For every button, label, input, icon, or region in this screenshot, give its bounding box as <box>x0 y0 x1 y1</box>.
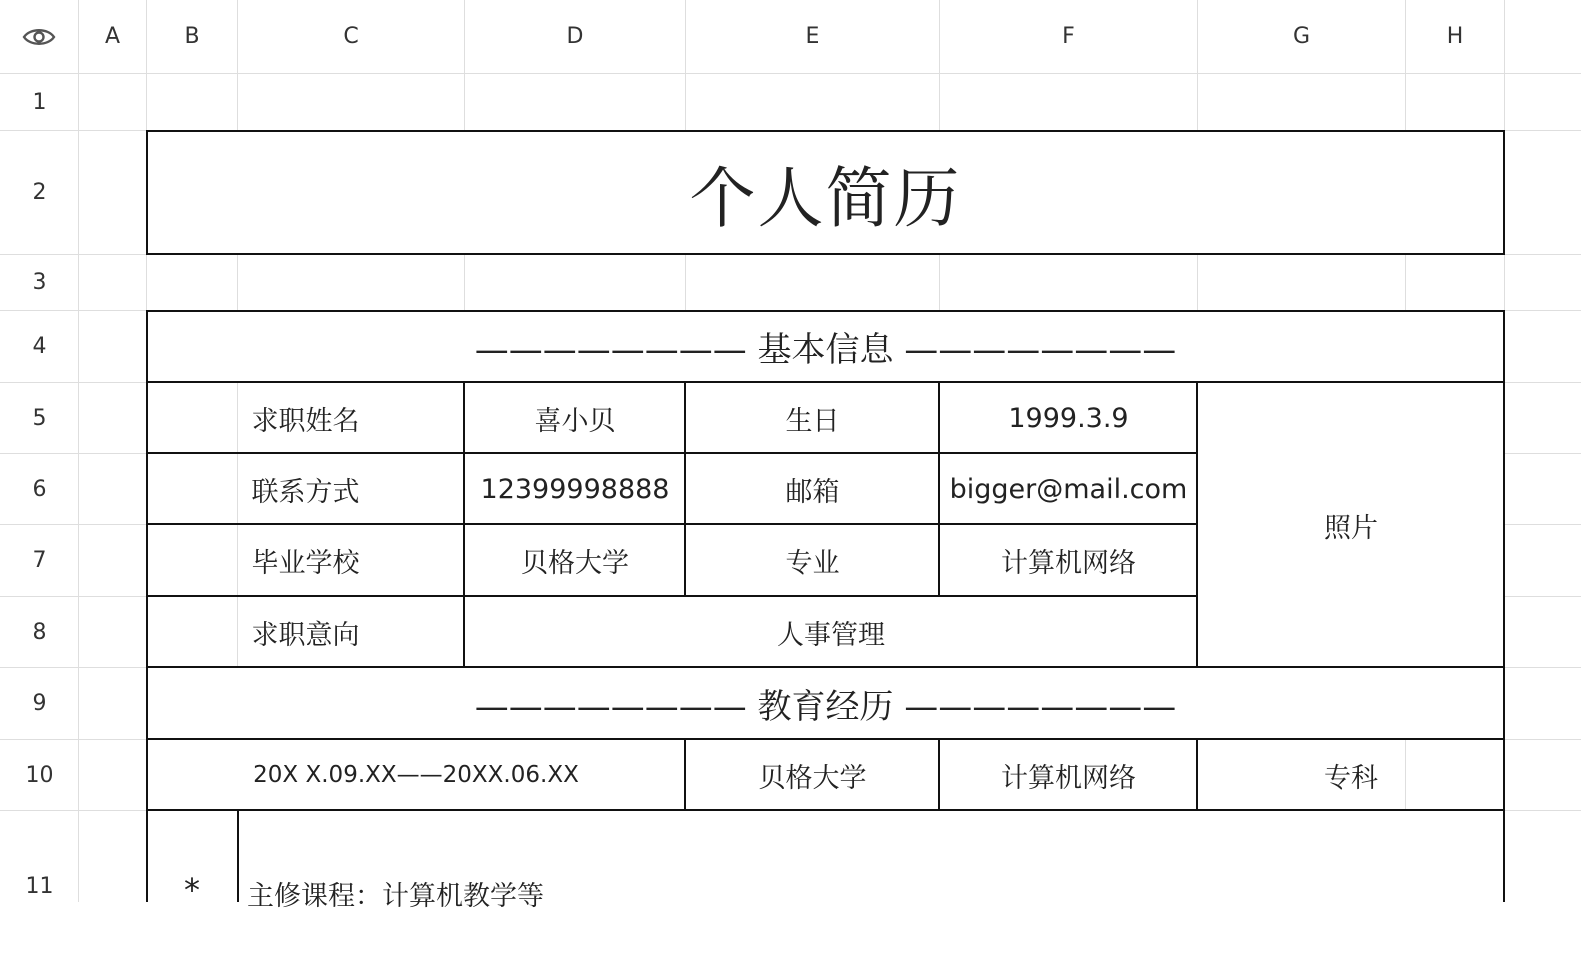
column-header-e[interactable]: E <box>805 24 820 49</box>
courses-marker-cell[interactable]: * <box>184 871 200 909</box>
education-degree-cell[interactable]: 专科 <box>1324 762 1378 794</box>
column-header-h[interactable]: H <box>1446 24 1464 49</box>
row-header-2[interactable]: 2 <box>32 180 47 205</box>
education-period-cell[interactable]: 20X X.09.XX——20XX.06.XX <box>253 762 579 788</box>
row-header-6[interactable]: 6 <box>32 476 47 502</box>
school-label-cell[interactable]: 毕业学校 <box>251 548 360 579</box>
school-value-cell[interactable]: 贝格大学 <box>521 548 629 579</box>
basic-info-header[interactable]: ———————— 基本信息 ———————— <box>474 330 1177 370</box>
row-header-11[interactable]: 11 <box>25 873 54 899</box>
row-header-9[interactable]: 9 <box>32 691 47 716</box>
major-label-cell[interactable]: 专业 <box>785 548 840 579</box>
row-header-5[interactable]: 5 <box>32 405 47 431</box>
column-header-g[interactable]: G <box>1292 24 1311 49</box>
intent-value-cell[interactable]: 人事管理 <box>777 619 885 651</box>
row-header-1[interactable]: 1 <box>32 89 47 115</box>
photo-cell[interactable]: 照片 <box>1324 512 1378 544</box>
name-label-cell[interactable]: 求职姓名 <box>251 405 360 437</box>
visibility-eye-icon[interactable] <box>0 0 78 73</box>
email-label-cell[interactable]: 邮箱 <box>785 476 840 508</box>
row-header-8[interactable]: 8 <box>32 619 47 645</box>
courses-text-cell[interactable]: 主修课程：计算机教学等 <box>247 881 544 912</box>
education-school-cell[interactable]: 贝格大学 <box>758 762 867 794</box>
column-header-c[interactable]: C <box>343 24 359 49</box>
intent-label-cell[interactable]: 求职意向 <box>251 619 360 651</box>
name-value-cell[interactable]: 喜小贝 <box>534 405 616 437</box>
email-value-cell[interactable]: bigger@mail.com <box>949 473 1188 505</box>
row-header-10[interactable]: 10 <box>25 762 54 788</box>
birthday-label-cell[interactable]: 生日 <box>785 405 840 437</box>
contact-value-cell[interactable]: 12399998888 <box>480 473 670 505</box>
row-header-7[interactable]: 7 <box>32 548 47 573</box>
column-header-f[interactable]: F <box>1062 24 1075 49</box>
education-major-cell[interactable]: 计算机网络 <box>1001 762 1136 794</box>
row-header-4[interactable]: 4 <box>32 334 47 359</box>
column-header-b[interactable]: B <box>184 24 200 49</box>
resume-title[interactable]: 个人简历 <box>689 160 962 237</box>
column-header-d[interactable]: D <box>566 24 584 49</box>
contact-label-cell[interactable]: 联系方式 <box>251 476 360 508</box>
birthday-value-cell[interactable]: 1999.3.9 <box>1008 402 1129 434</box>
education-header[interactable]: ———————— 教育经历 ———————— <box>474 687 1177 727</box>
row-header-3[interactable]: 3 <box>32 270 47 295</box>
major-value-cell[interactable]: 计算机网络 <box>1001 548 1136 579</box>
column-header-a[interactable]: A <box>104 24 121 49</box>
